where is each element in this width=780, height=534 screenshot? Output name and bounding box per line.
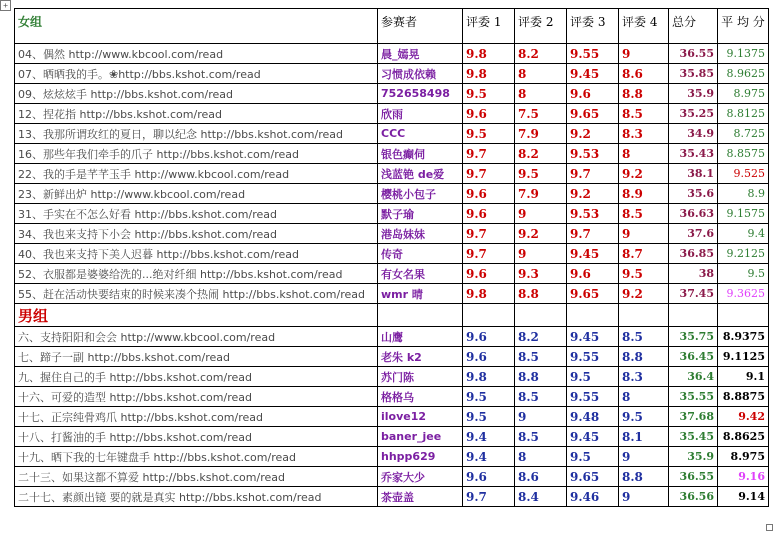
table-row [15,44,769,64]
total-score: 36.55 [669,467,718,487]
entry-link-cell[interactable]: 52、衣服都是婆婆给洗的...绝对纤细 http://bbs.kshot.com/read [15,264,378,284]
judge-1-score: 9.5 [463,387,515,407]
judge-4-score: 8.7 [619,244,669,264]
judge-4-score: 8.9 [619,184,669,204]
header-judge-2: 评委 2 [515,9,567,44]
judge-4-score: 9.2 [619,284,669,304]
entry-link-cell[interactable]: 23、新鲜出炉 http://www.kbcool.com/read [15,184,378,204]
total-score: 37.45 [669,284,718,304]
total-score: 36.56 [669,487,718,507]
total-score: 35.25 [669,104,718,124]
table-row [15,164,769,184]
judge-3-score: 9.45 [567,64,619,84]
empty-cell [669,304,718,327]
judge-3-score: 9.48 [567,407,619,427]
judge-2-score: 8 [515,64,567,84]
average-score: 8.8125 [718,104,769,124]
judge-4-score: 9 [619,487,669,507]
average-score: 9.16 [718,467,769,487]
entry-link-cell[interactable]: 十六、可爱的造型 http://bbs.kshot.com/read [15,387,378,407]
judge-3-score: 9.53 [567,144,619,164]
judge-4-score: 9.5 [619,264,669,284]
table-row [15,447,769,467]
judge-2-score: 8 [515,84,567,104]
total-score: 35.45 [669,427,718,447]
entry-link-cell[interactable]: 二十三、如果这都不算爱 http://bbs.kshot.com/read [15,467,378,487]
judge-4-score: 9 [619,224,669,244]
judge-3-score: 9.45 [567,244,619,264]
total-score: 35.55 [669,387,718,407]
female-group-heading: 女组 [15,9,378,44]
total-score: 38 [669,264,718,284]
judge-2-score: 8.5 [515,427,567,447]
judge-4-score: 8.8 [619,347,669,367]
entry-link-cell[interactable]: 40、我也来支持下美人迟暮 http://bbs.kshot.com/read [15,244,378,264]
entry-link-cell[interactable]: 二十七、素颜出镜 要的就是真实 http://bbs.kshot.com/read [15,487,378,507]
table-row [15,84,769,104]
total-score: 37.6 [669,224,718,244]
contestant-nickname: 752658498 [378,84,463,104]
judge-3-score: 9.2 [567,124,619,144]
contestant-nickname: 老朱 k2 [378,347,463,367]
judge-2-score: 9.5 [515,164,567,184]
judge-2-score: 9.3 [515,264,567,284]
judge-1-score: 9.5 [463,124,515,144]
entry-link-cell[interactable]: 16、那些年我们牵手的爪子 http://bbs.kshot.com/read [15,144,378,164]
average-score: 8.9375 [718,327,769,347]
average-score: 9.3625 [718,284,769,304]
entry-link-cell[interactable]: 04、偶然 http://www.kbcool.com/read [15,44,378,64]
judge-4-score: 8 [619,144,669,164]
entry-link-cell[interactable]: 九、握住自己的手 http://bbs.kshot.com/read [15,367,378,387]
judge-4-score: 8.5 [619,104,669,124]
table-row [15,327,769,347]
total-score: 36.55 [669,44,718,64]
total-score: 36.4 [669,367,718,387]
average-score: 9.1 [718,367,769,387]
table-row [15,204,769,224]
table-row [15,284,769,304]
table-row [15,124,769,144]
contestant-nickname: 有女名果 [378,264,463,284]
table-row [15,487,769,507]
judge-3-score: 9.45 [567,427,619,447]
average-score: 9.4 [718,224,769,244]
judge-1-score: 9.6 [463,104,515,124]
total-score: 38.1 [669,164,718,184]
entry-link-cell[interactable]: 六、支持阳阳和会会 http://www.kbcool.com/read [15,327,378,347]
table-row [15,224,769,244]
judge-2-score: 8.4 [515,487,567,507]
table-row [15,104,769,124]
table-row [15,244,769,264]
judge-2-score: 9 [515,244,567,264]
contestant-nickname: 晨_嫣晃 [378,44,463,64]
header-contestant: 参赛者 [378,9,463,44]
judge-2-score: 8.2 [515,144,567,164]
average-score: 9.14 [718,487,769,507]
contestant-nickname: 浅蓝铯 de爱 [378,164,463,184]
empty-cell [378,304,463,327]
judge-4-score: 9.5 [619,407,669,427]
table-row [15,367,769,387]
average-score: 9.525 [718,164,769,184]
judge-3-score: 9.65 [567,104,619,124]
judge-3-score: 9.55 [567,387,619,407]
judge-1-score: 9.4 [463,447,515,467]
contestant-nickname: 山鹰 [378,327,463,347]
header-judge-3: 评委 3 [567,9,619,44]
average-score: 8.8575 [718,144,769,164]
entry-link-cell[interactable]: 31、手实在不怎么好看 http://bbs.kshot.com/read [15,204,378,224]
judge-2-score: 8.2 [515,327,567,347]
contestant-nickname: 默子瑜 [378,204,463,224]
judge-2-score: 8.8 [515,367,567,387]
judge-3-score: 9.65 [567,467,619,487]
contestant-nickname: 欣雨 [378,104,463,124]
average-score: 8.725 [718,124,769,144]
table-header-row [15,9,769,44]
contestant-nickname: hhpp629 [378,447,463,467]
judge-4-score: 8.8 [619,467,669,487]
total-score: 35.9 [669,84,718,104]
judge-1-score: 9.5 [463,84,515,104]
contestant-nickname: 习惯成依赖 [378,64,463,84]
table-row [15,264,769,284]
judge-3-score: 9.7 [567,164,619,184]
male-group-heading: 男组 [15,304,378,327]
entry-link-cell[interactable]: 十七、正宗纯骨鸡爪 http://bbs.kshot.com/read [15,407,378,427]
empty-cell [619,304,669,327]
average-score: 9.1575 [718,204,769,224]
judge-1-score: 9.6 [463,467,515,487]
contestant-nickname: wmr 晴 [378,284,463,304]
empty-cell [463,304,515,327]
total-score: 37.68 [669,407,718,427]
average-score: 9.1125 [718,347,769,367]
judge-1-score: 9.5 [463,407,515,427]
judge-4-score: 8.6 [619,64,669,84]
judge-1-score: 9.6 [463,264,515,284]
total-score: 36.63 [669,204,718,224]
table-row [15,64,769,84]
judge-1-score: 9.6 [463,204,515,224]
judge-4-score: 8 [619,387,669,407]
total-score: 34.9 [669,124,718,144]
judge-3-score: 9.53 [567,204,619,224]
contestant-nickname: 传奇 [378,244,463,264]
judge-1-score: 9.7 [463,244,515,264]
judge-1-score: 9.6 [463,347,515,367]
judge-4-score: 8.3 [619,367,669,387]
header-average: 平 均 分 [718,9,769,44]
entry-link-cell[interactable]: 09、炫炫炫手 http://bbs.kshot.com/read [15,84,378,104]
judge-2-score: 8.8 [515,284,567,304]
judge-4-score: 8.5 [619,204,669,224]
average-score: 8.9 [718,184,769,204]
average-score: 9.2125 [718,244,769,264]
average-score: 9.42 [718,407,769,427]
empty-cell [718,304,769,327]
judge-3-score: 9.5 [567,367,619,387]
judge-2-score: 9.2 [515,224,567,244]
judge-1-score: 9.4 [463,427,515,447]
judge-3-score: 9.46 [567,487,619,507]
contestant-nickname: CCC [378,124,463,144]
contestant-nickname: 苏门陈 [378,367,463,387]
table-row [15,144,769,164]
judge-3-score: 9.2 [567,184,619,204]
table-row [15,407,769,427]
entry-link-cell[interactable]: 13、我那所谓玫红的夏日，聊以纪念 http://bbs.kshot.com/read [15,124,378,144]
judge-1-score: 9.7 [463,224,515,244]
judge-1-score: 9.6 [463,327,515,347]
total-score: 35.85 [669,64,718,84]
judge-4-score: 8.1 [619,427,669,447]
table-row [15,427,769,447]
judge-4-score: 8.8 [619,84,669,104]
judge-1-score: 9.6 [463,184,515,204]
average-score: 8.975 [718,447,769,467]
contestant-nickname: baner_jee [378,427,463,447]
judge-1-score: 9.8 [463,44,515,64]
judge-2-score: 8.5 [515,347,567,367]
contestant-nickname: 格格乌 [378,387,463,407]
header-judge-1: 评委 1 [463,9,515,44]
total-score: 36.45 [669,347,718,367]
average-score: 8.8875 [718,387,769,407]
judge-2-score: 9 [515,204,567,224]
judge-2-score: 8.5 [515,387,567,407]
judge-3-score: 9.5 [567,447,619,467]
judge-2-score: 7.9 [515,184,567,204]
male-section-row [15,304,769,327]
entry-link-cell[interactable]: 十九、晒下我的七年键盘手 http://bbs.kshot.com/read [15,447,378,467]
table-row [15,467,769,487]
table-end-marker [766,524,773,531]
judge-4-score: 8.5 [619,327,669,347]
entry-link-cell[interactable]: 22、我的手是芊芊玉手 http://www.kbcool.com/read [15,164,378,184]
entry-link-cell[interactable]: 七、蹄子一副 http://bbs.kshot.com/read [15,347,378,367]
contestant-nickname: 银色癫伺 [378,144,463,164]
table-move-handle-icon[interactable]: + [0,0,11,11]
entry-link-cell[interactable]: 12、捏花指 http://bbs.kshot.com/read [15,104,378,124]
judge-2-score: 7.9 [515,124,567,144]
table-row [15,347,769,367]
average-score: 8.8625 [718,427,769,447]
total-score: 35.6 [669,184,718,204]
judge-2-score: 8.2 [515,44,567,64]
judge-4-score: 9 [619,447,669,467]
header-total: 总分 [669,9,718,44]
total-score: 35.43 [669,144,718,164]
average-score: 8.9625 [718,64,769,84]
judge-3-score: 9.45 [567,327,619,347]
score-table [14,8,769,507]
total-score: 35.9 [669,447,718,467]
judge-3-score: 9.7 [567,224,619,244]
contestant-nickname: 港岛妹妹 [378,224,463,244]
contestant-nickname: ilove12 [378,407,463,427]
entry-link-cell[interactable]: 07、晒晒我的手。❀http://bbs.kshot.com/read [15,64,378,84]
judge-4-score: 8.3 [619,124,669,144]
contestant-nickname: 乔家大少 [378,467,463,487]
judge-1-score: 9.8 [463,284,515,304]
judge-4-score: 9 [619,44,669,64]
average-score: 9.1375 [718,44,769,64]
entry-link-cell[interactable]: 十八、打酱油的手 http://bbs.kshot.com/read [15,427,378,447]
judge-1-score: 9.7 [463,487,515,507]
judge-3-score: 9.65 [567,284,619,304]
judge-1-score: 9.8 [463,367,515,387]
contestant-nickname: 樱桃小包子 [378,184,463,204]
judge-3-score: 9.6 [567,84,619,104]
empty-cell [515,304,567,327]
entry-link-cell[interactable]: 55、赶在活动快要结束的时候来凑个热闹 http://bbs.kshot.com/read [15,284,378,304]
total-score: 35.75 [669,327,718,347]
table-row [15,184,769,204]
contestant-nickname: 茶壶盖 [378,487,463,507]
judge-3-score: 9.55 [567,44,619,64]
entry-link-cell[interactable]: 34、我也来支持下小会 http://bbs.kshot.com/read [15,224,378,244]
average-score: 8.975 [718,84,769,104]
judge-1-score: 9.8 [463,64,515,84]
judge-3-score: 9.6 [567,264,619,284]
judge-2-score: 8 [515,447,567,467]
judge-2-score: 8.6 [515,467,567,487]
table-row [15,387,769,407]
empty-cell [567,304,619,327]
judge-3-score: 9.55 [567,347,619,367]
total-score: 36.85 [669,244,718,264]
judge-1-score: 9.7 [463,144,515,164]
judge-2-score: 7.5 [515,104,567,124]
judge-4-score: 9.2 [619,164,669,184]
judge-1-score: 9.7 [463,164,515,184]
average-score: 9.5 [718,264,769,284]
judge-2-score: 9 [515,407,567,427]
header-judge-4: 评委 4 [619,9,669,44]
